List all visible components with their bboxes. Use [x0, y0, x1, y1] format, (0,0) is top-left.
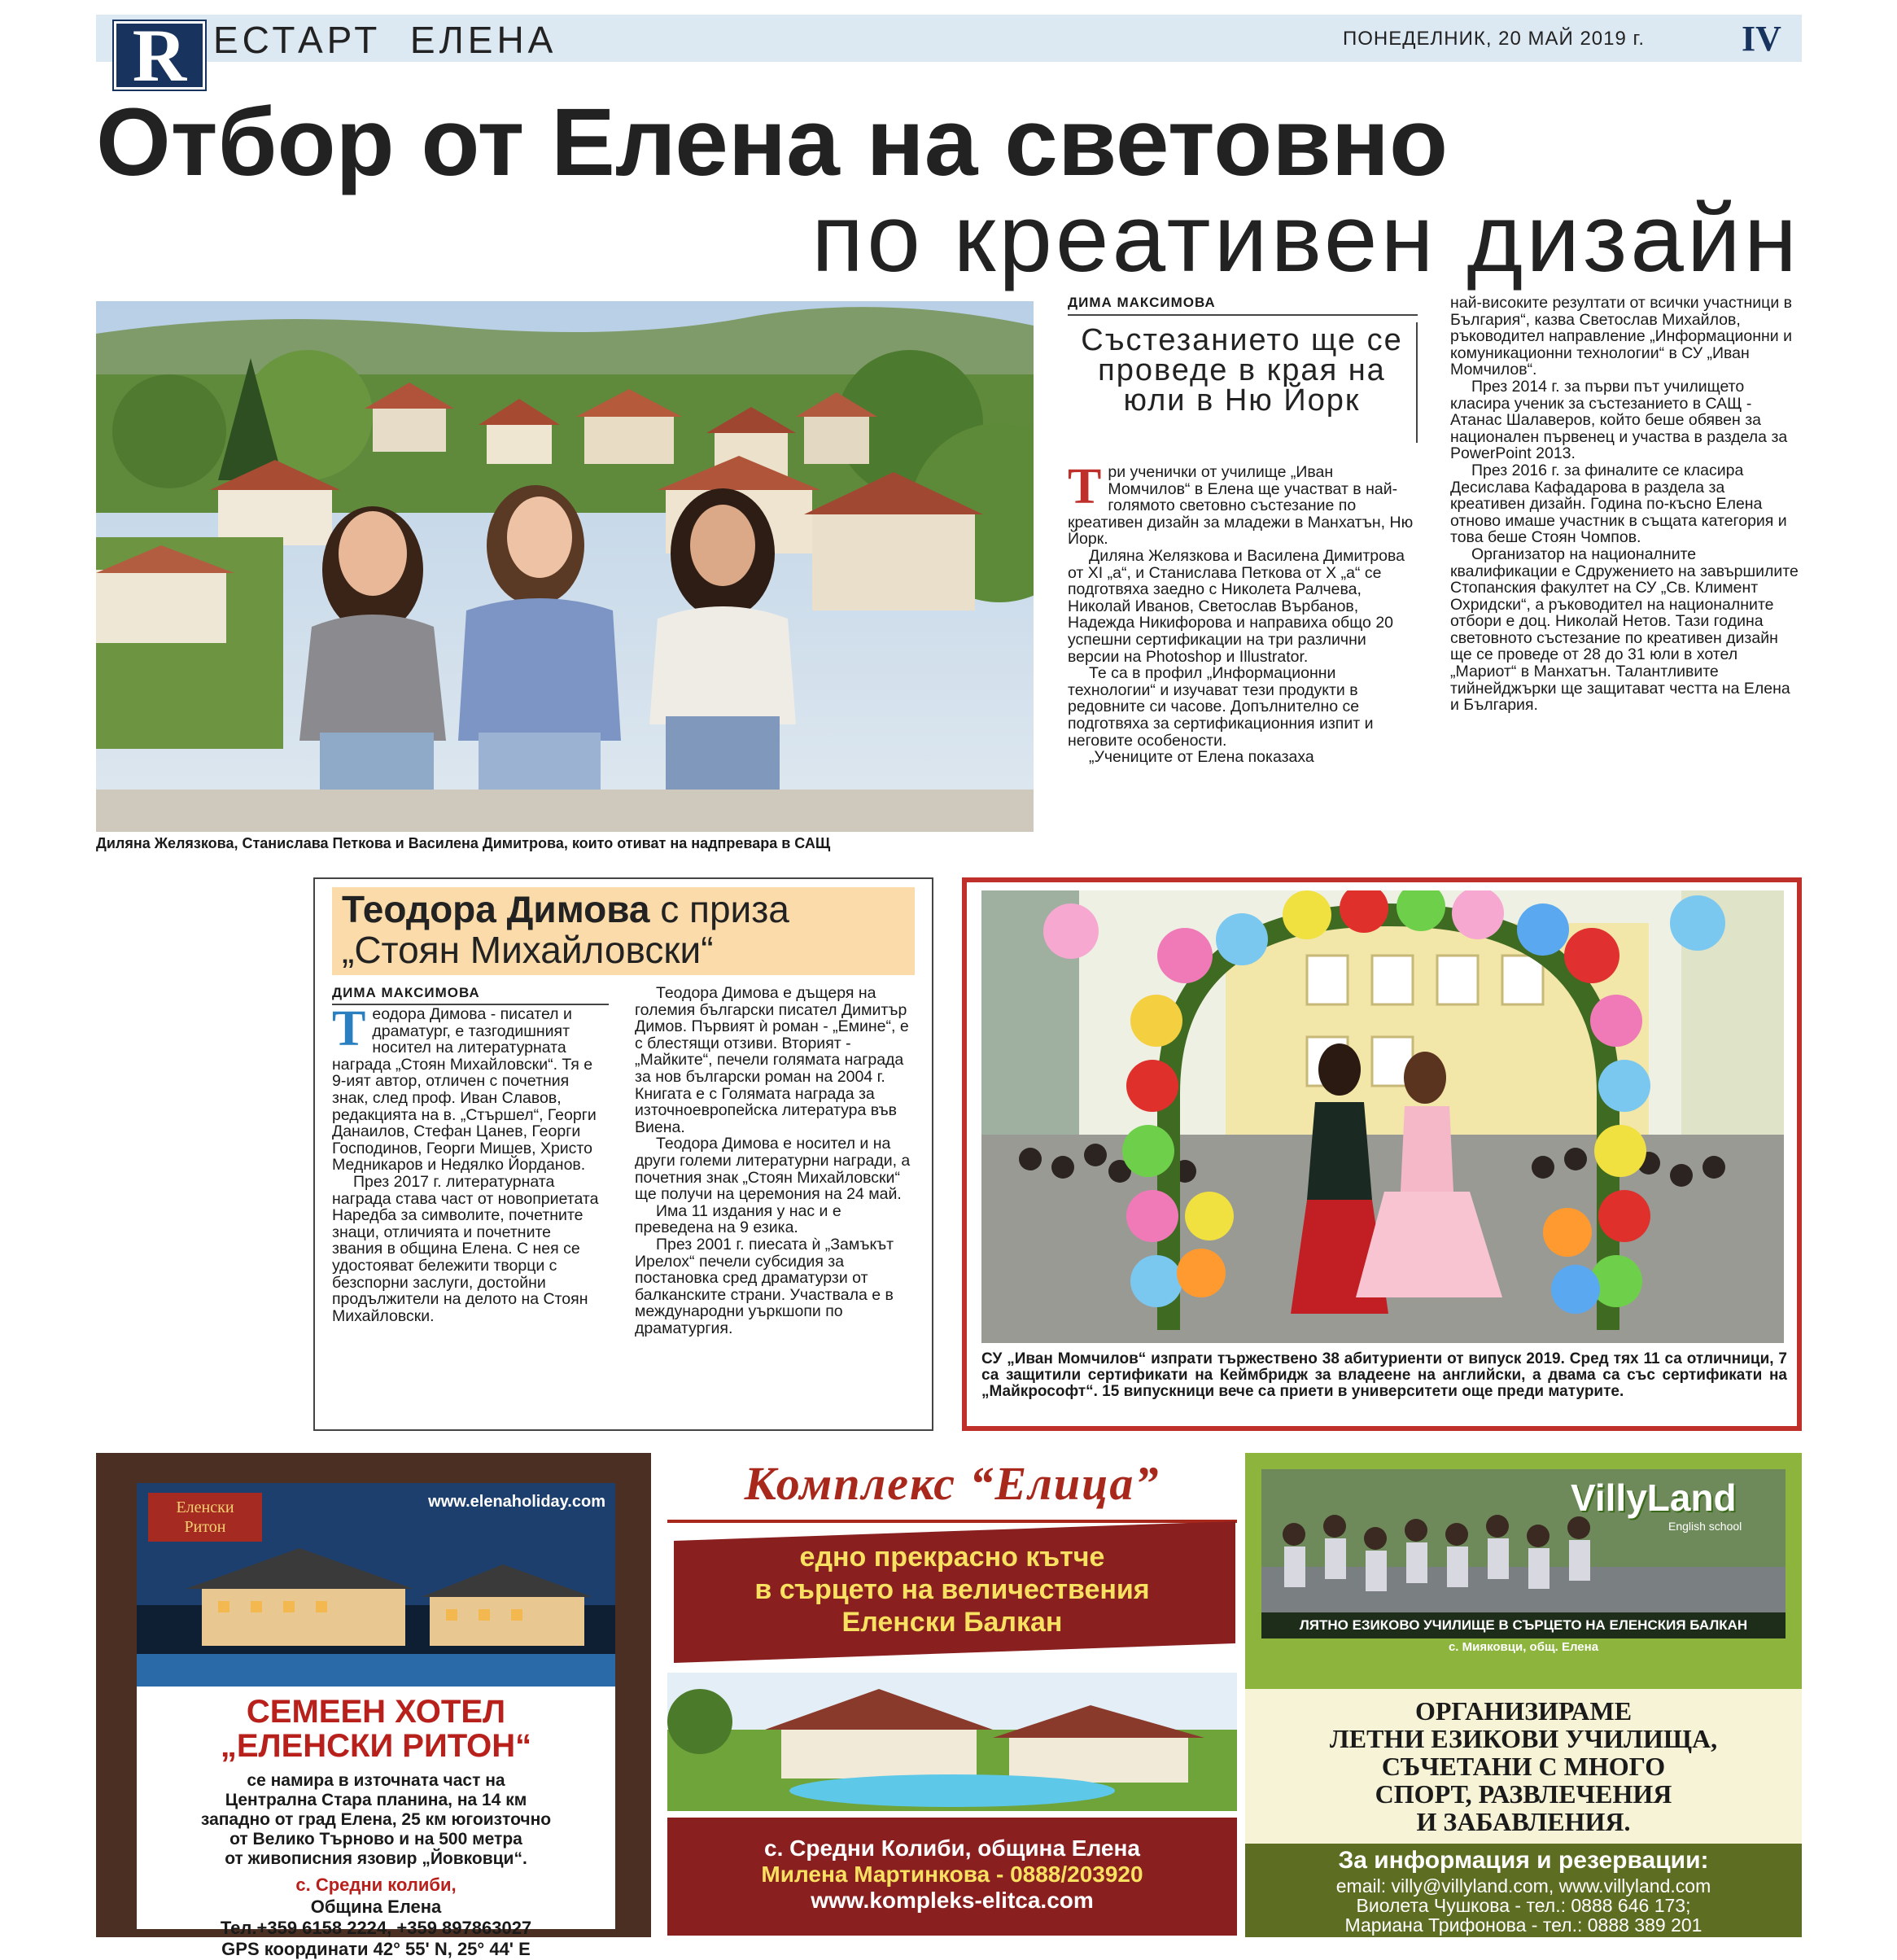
hotel-place: с. Средни колиби,	[295, 1875, 457, 1895]
graduation-photo	[981, 890, 1784, 1343]
hotel-description: западно от град Елена, 25 км югоизточно	[200, 1810, 552, 1829]
villyland-email[interactable]: email: villy@villyland.com, www.villyland.com	[1335, 1875, 1711, 1897]
complex-slogan-line: Еленски Балкан	[841, 1607, 1063, 1638]
paragraph: През 2016 г. за финалите се класира Десислава Кафадарова в раздела за креативен дизайн. Година по-късно Елена отново имаше участник в същата категория и това беше Стоян Чомпов.	[1450, 461, 1787, 547]
page-number: IV	[1742, 19, 1781, 59]
hotel-phone: Тел.+359 6158 2224, +359 897863027	[220, 1918, 532, 1938]
newspaper-logo: R	[114, 21, 205, 90]
paragraph: През 2001 г. пиесата ѝ „Замъкът Ирелох“ печели субсидия за постановка сред драматурзи от балканските страни. Участвала е в международни уъркшопи по драматургия.	[635, 1235, 894, 1337]
paragraph: Диляна Желязкова и Василена Димитрова от XI „а“, и Станислава Петкова от X „а“ се подготвяха заедно с Николета Ралчева, Николай Иванов, Светослав Върбанов, Надежда Никифорова и направиха общо 20 успешни сертификации на три различни версии на Photoshop и Illustrator.	[1068, 546, 1405, 666]
complex-address: с. Средни Колиби, община Елена	[764, 1835, 1140, 1861]
paragraph: Те са в профил „Информационни технологии“ и изучават тези продукти в редовните си часове. Допълнително се подготвяха за сертификационния изпит и неговите особености.	[1068, 664, 1374, 750]
villyland-offer-line: СЪЧЕТАНИ С МНОГО	[1381, 1752, 1666, 1781]
article-column	[635, 985, 915, 1337]
box-title-rest: с приза	[649, 888, 789, 930]
hotel-logo	[148, 1493, 262, 1542]
hotel-title-1: СЕМЕЕН ХОТЕЛ	[246, 1694, 506, 1730]
box-title-line-2: „Стоян Михайловски“	[342, 929, 714, 971]
complex-title: Комплекс “Елица”	[744, 1457, 1160, 1510]
graduation-photo-illustration	[981, 890, 1784, 1343]
photo-caption: СУ „Иван Момчилов“ изпрати тържествено 38 абитуриенти от випуск 2019. Сред тях 11 са отличници, 7 са защитили сертификати на Кеймбридж за владеене на английски, а двама са със сертификати на „Майкрософт“. 15 випускници вече са приети в университети още преди матурите.	[981, 1350, 1787, 1400]
villyland-banner-sub: с. Мияковци, общ. Елена	[1448, 1640, 1599, 1654]
headline-line-1: Отбор от Елена на световно	[96, 89, 1449, 196]
paragraph: Има 11 издания у нас и е преведена на 9 езика.	[635, 1201, 841, 1237]
villyland-offer	[1245, 1697, 1802, 1835]
villyland-offer-line: СПОРТ, РАЗВЛЕЧЕНИЯ	[1375, 1779, 1672, 1809]
paragraph: Теодора Димова е носител и на други големи литературни награди, а почетния знак „Стоян Михайловски“ ще получи на церемония на 24 май.	[635, 1135, 911, 1204]
article-column	[332, 1001, 601, 1325]
complex-url[interactable]: www.kompleks-elitca.com	[811, 1888, 1094, 1913]
complex-divider	[667, 1520, 1237, 1523]
paragraph: През 2017 г. литературната награда става част от новоприетата Наредба за символите, почетните знаци, отличията и почетните звания в община Елена. С нея се удостояват бележити творци с безспорни заслуги, достойни продължители на делото на Стоян Михайловски.	[332, 1172, 599, 1325]
ad-hotel-photo	[137, 1483, 615, 1687]
paragraph: еодора Димова - писател и драматург, е тазгодишният носител на литературната награда „Стоян Михайловски“. Тя е 9-ият автор, отличен с почетния знак, след проф. Иван Славов, редакцията на в. „Стършел“, Георги Данаилов, Стефан Цанев, Георги Господинов, Георги Мишев, Христо Медникаров и Недялко Йорданов.	[332, 1005, 597, 1175]
ad-hotel-text	[137, 1690, 615, 1960]
section-title: ЕСТАРТ ЕЛЕНА	[213, 19, 557, 61]
byline: ДИМА МАКСИМОВА	[1068, 295, 1418, 316]
paragraph: През 2014 г. за първи път училището класира ученик за състезанието в САЩ - Атанас Шалаверов, който беше обявен за национален първенец и участва в раздела за PowerPoint 2013.	[1450, 377, 1788, 463]
subheadline: Състезанието ще се проведе в края на юли в Ню Йорк	[1068, 322, 1418, 443]
photo-caption: Диляна Желязкова, Станислава Петкова и Василена Димитрова, които отиват на надпревара в САЩ	[96, 835, 831, 851]
villyland-offer-line: ОРГАНИЗИРАМЕ	[1414, 1696, 1633, 1726]
hotel-description: Централна Стара планина, на 14 км	[225, 1791, 527, 1809]
hotel-description: се намира в източната част на	[247, 1771, 505, 1790]
hotel-description: от Велико Търново и на 500 метра	[229, 1830, 522, 1848]
paragraph: „Учениците от Елена показаха	[1089, 748, 1314, 767]
ad-complex	[667, 1453, 1237, 1937]
byline: ДИМА МАКСИМОВА	[332, 985, 609, 1005]
paragraph: Теодора Димова е дъщеря на големия български писател Димитър Димов. Първият ѝ роман - „Емине“, е с блестящи отзиви. Вторият - „Майките“, печели голямата награда за нов български роман на 2004 г. Книгата е с Голямата награда за източноевропейска литература във Виена.	[635, 984, 909, 1136]
hotel-description: от живописния язовир „Йовковци“.	[225, 1849, 527, 1868]
article-column	[1068, 459, 1418, 767]
hotel-logo-line-2: Ритон	[184, 1518, 226, 1536]
hotel-title-2: „ЕЛЕНСКИ РИТОН“	[220, 1728, 532, 1764]
complex-slogan	[667, 1541, 1237, 1638]
paragraph: ри ученички от училище „Иван Момчилов“ в Елена ще участват в най-голямото световно състезание по креативен дизайн за младежи в Манхатън, Ню Йорк.	[1068, 463, 1414, 549]
villyland-contact: Мариана Трифонова - тел.: 0888 389 201	[1344, 1914, 1702, 1936]
paragraph: Организатор на националните квалификации е Сдружението на завършилите Стопанския факултет на СУ „Св. Климент Охридски“, а ръководител на националните отбори е доц. Николай Нетов. Тази година световното състезание по креативен дизайн ще се проведе от 28 до 31 юли в хотел „Мариот“ в Манхатън. Талантливите тийнейджърки ще защитават честта на Елена и България.	[1450, 545, 1799, 715]
hotel-logo-line-1: Еленски	[176, 1498, 234, 1516]
girls-photo-illustration	[96, 301, 1034, 832]
villyland-contact: Виолета Чушкова - тел.: 0888 646 173;	[1356, 1895, 1691, 1916]
villyland-info-title: За информация и резервации:	[1338, 1847, 1709, 1874]
article-column	[1450, 295, 1800, 714]
villyland-offer-line: И ЗАБАВЛЕНИЯ.	[1416, 1807, 1631, 1836]
headline-line-2: по креативен дизайн	[811, 185, 1800, 292]
villyland-logo-sub: English school	[1668, 1520, 1742, 1533]
hotel-gps: GPS координати 42° 55' N, 25° 44' E	[221, 1939, 531, 1959]
drop-cap: Т	[1068, 459, 1102, 514]
villyland-banner: ЛЯТНО ЕЗИКОВО УЧИЛИЩЕ В СЪРЦЕТО НА ЕЛЕНСКИЯ БАЛКАН	[1261, 1612, 1786, 1638]
hotel-url[interactable]: www.elenaholiday.com	[428, 1493, 605, 1511]
complex-slogan-line: в сърцето на величествения	[754, 1574, 1150, 1605]
complex-contact: Милена Мартинкова - 0888/203920	[761, 1862, 1143, 1887]
ad-language-school	[1245, 1453, 1802, 1937]
box-title	[342, 889, 911, 970]
paragraph: най-високите резултати от всички участници в България“, казва Светослав Михайлов, ръководител направление „Информационни и комуникационни технологии“ в СУ „Иван Момчилов“.	[1450, 294, 1793, 379]
complex-photo-illustration	[667, 1673, 1237, 1811]
villyland-offer-line: ЛЕТНИ ЕЗИКОВИ УЧИЛИЩА,	[1329, 1724, 1718, 1753]
hotel-municipality: Община Елена	[310, 1897, 442, 1917]
girls-photo	[96, 301, 1034, 832]
drop-cap: Т	[332, 1001, 366, 1057]
box-title-bold: Теодора Димова	[342, 888, 650, 930]
complex-slogan-line: едно прекрасно кътче	[799, 1542, 1105, 1573]
villyland-logo: VillyLand	[1571, 1477, 1737, 1519]
issue-date: ПОНЕДЕЛНИК, 20 МАЙ 2019 г.	[1343, 28, 1645, 50]
